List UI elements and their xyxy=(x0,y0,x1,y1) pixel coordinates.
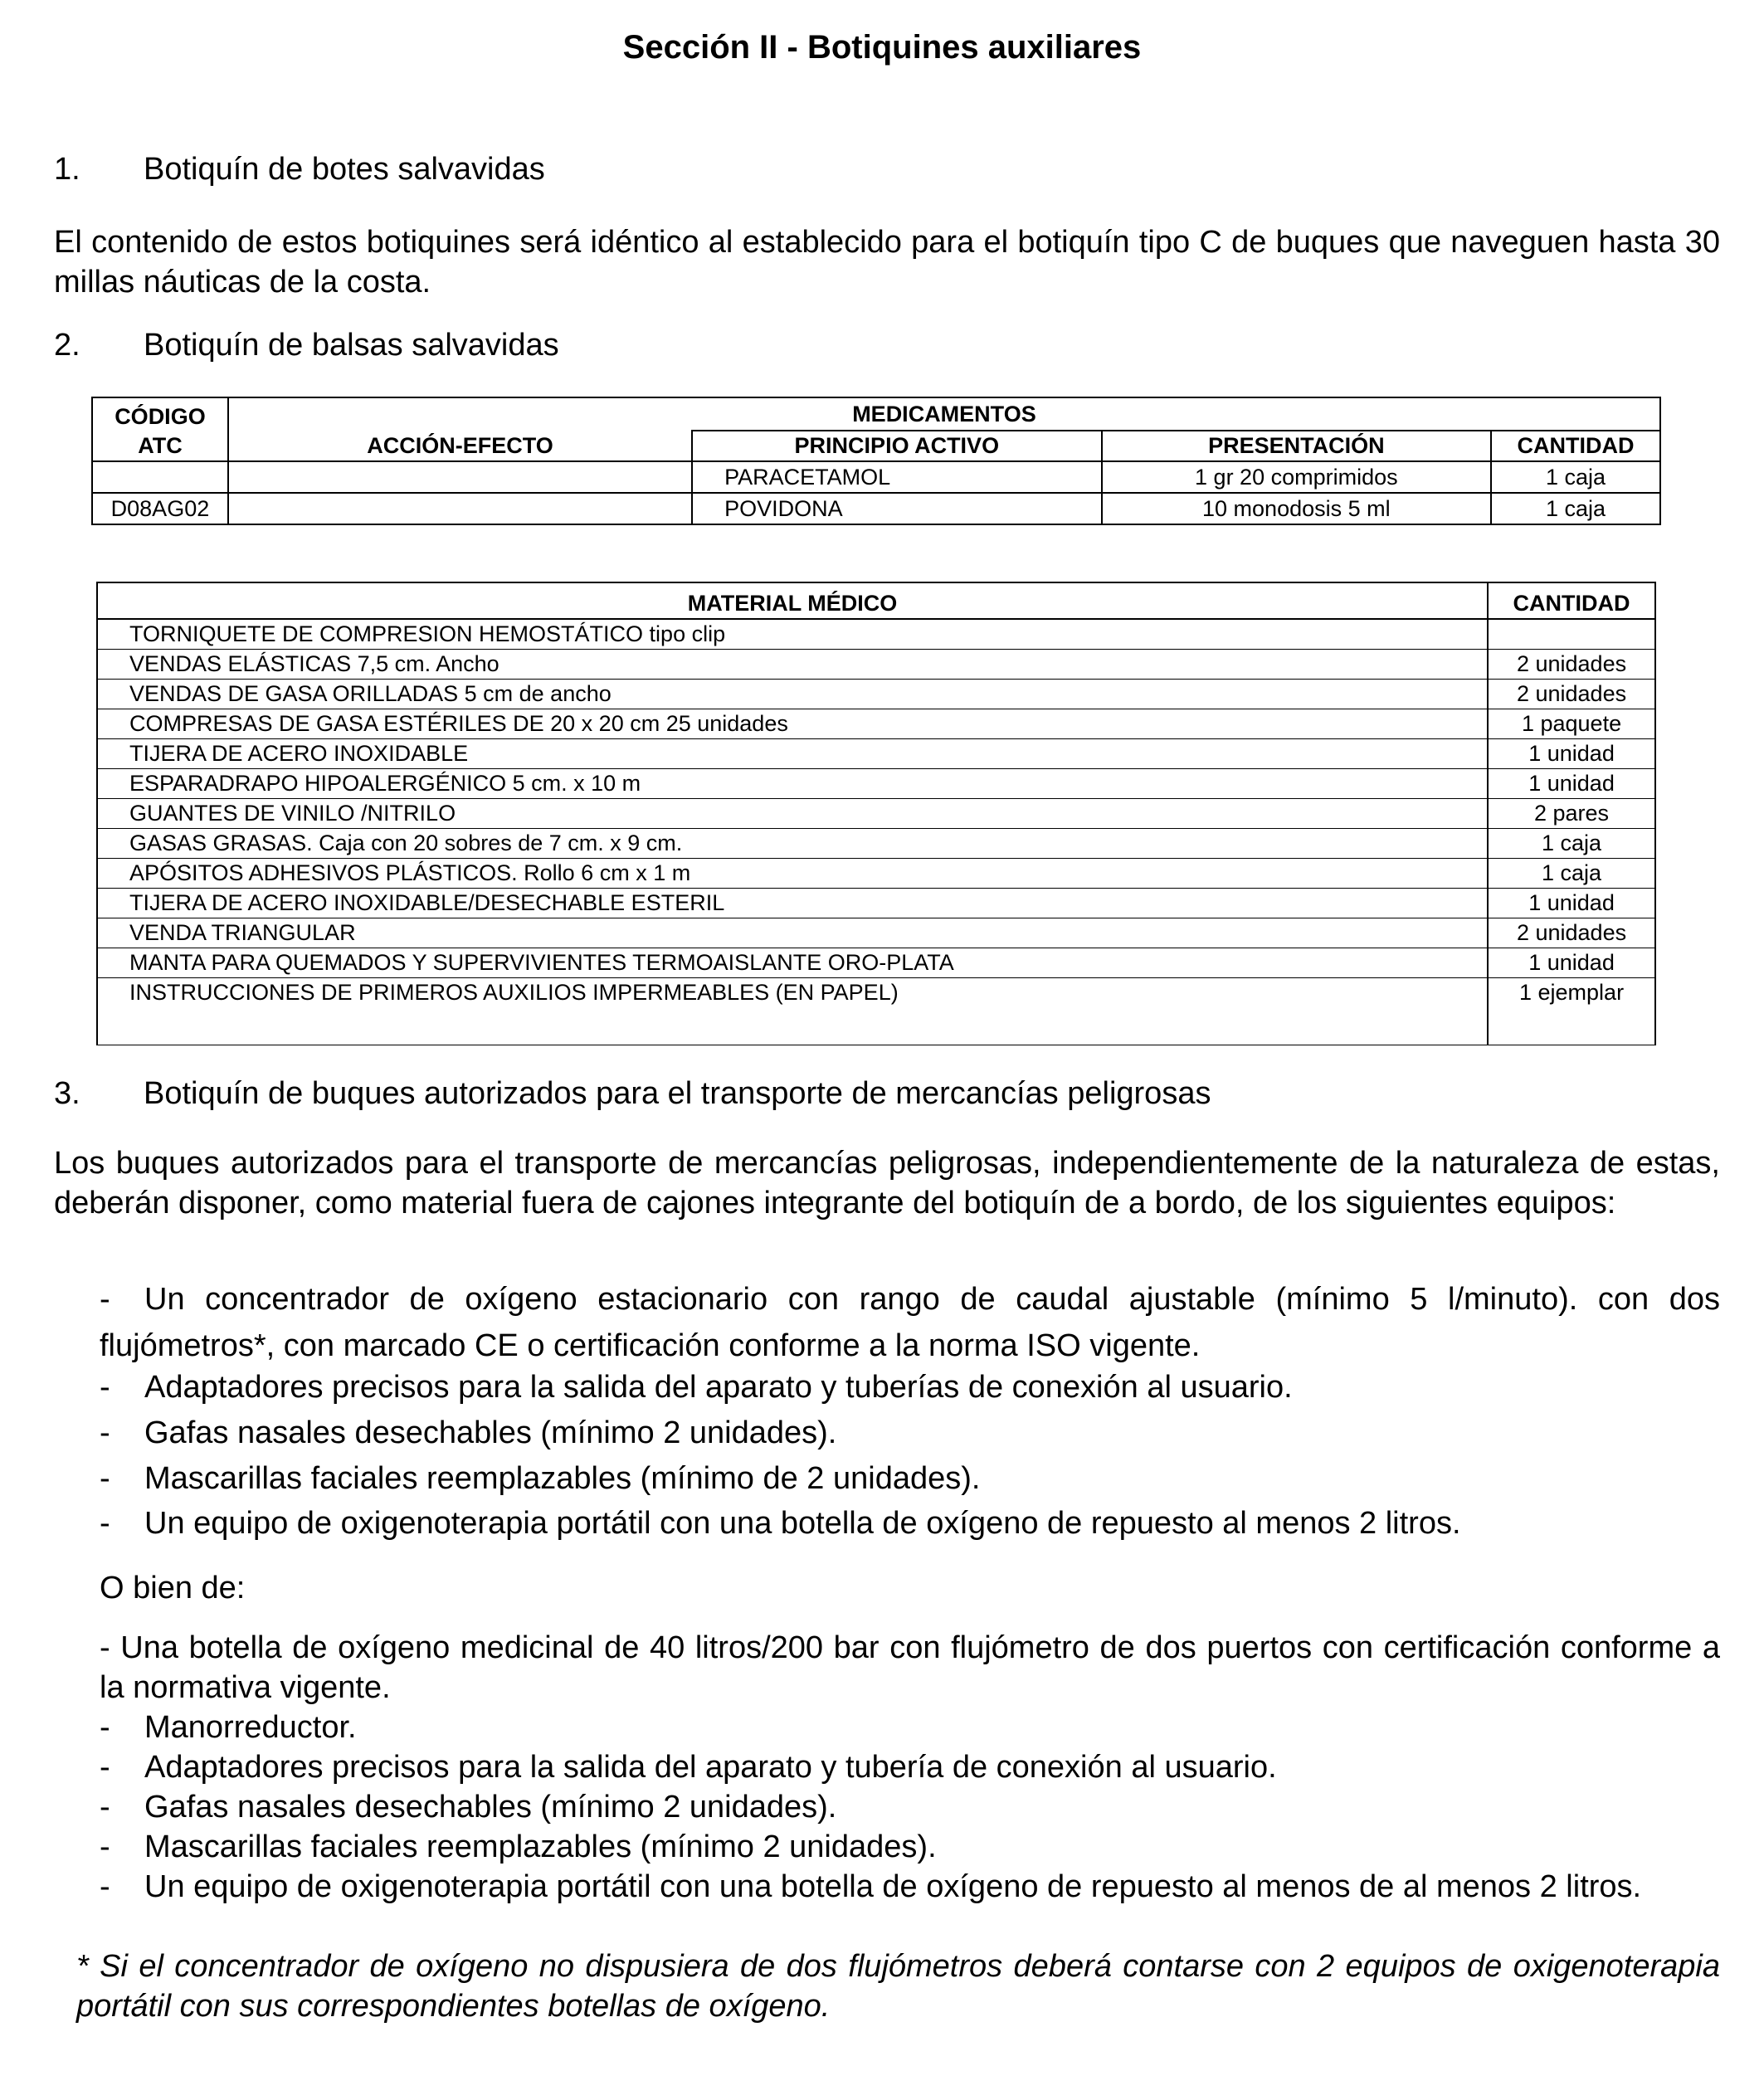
list-dash: - xyxy=(100,1415,110,1450)
principio-cell: POVIDONA xyxy=(692,493,1102,524)
material-item-cell: TIJERA DE ACERO INOXIDABLE/DESECHABLE ESTERIL xyxy=(97,889,1488,918)
table-row xyxy=(97,859,1655,889)
list-dash: - xyxy=(100,1790,110,1825)
table-row xyxy=(92,493,1660,524)
list-item-text: Mascarillas faciales reemplazables (mínimo 2 unidades). xyxy=(144,1829,937,1864)
section-label: Botiquín de buques autorizados para el transporte de mercancías peligrosas xyxy=(144,1076,1211,1111)
list-item xyxy=(100,1503,1720,1543)
section-label: Botiquín de balsas salvavidas xyxy=(144,328,559,363)
material-cantidad-cell: 1 unidad xyxy=(1488,889,1655,918)
list-dash: - xyxy=(100,1750,110,1785)
material-cantidad-cell xyxy=(1488,619,1655,650)
accion-header: ACCIÓN-EFECTO xyxy=(228,431,692,461)
material-item-cell: INSTRUCCIONES DE PRIMEROS AUXILIOS IMPERMEABLES (EN PAPEL) xyxy=(97,978,1488,1045)
presentacion-cell: 1 gr 20 comprimidos xyxy=(1102,461,1492,493)
material-cantidad-cell: 2 pares xyxy=(1488,799,1655,829)
list-item xyxy=(100,1747,1720,1787)
material-cantidad-cell: 2 unidades xyxy=(1488,650,1655,680)
material-cantidad-header: CANTIDAD xyxy=(1488,582,1655,619)
material-cantidad-cell: 1 ejemplar xyxy=(1488,978,1655,1045)
table-row xyxy=(97,739,1655,769)
material-cantidad-cell: 1 caja xyxy=(1488,829,1655,859)
material-item-cell: COMPRESAS DE GASA ESTÉRILES DE 20 x 20 cm 25 unidades xyxy=(97,709,1488,739)
section-heading-2 xyxy=(54,325,559,365)
material-cantidad-cell: 1 unidad xyxy=(1488,739,1655,769)
table-row xyxy=(97,889,1655,918)
list-item-text: Gafas nasales desechables (mínimo 2 unidades). xyxy=(144,1790,837,1825)
medicamentos-table xyxy=(91,397,1661,525)
page-title: Sección II - Botiquines auxiliares xyxy=(622,29,1142,66)
material-item-cell: MANTA PARA QUEMADOS Y SUPERVIVIENTES TERMOAISLANTE ORO-PLATA xyxy=(97,948,1488,978)
list-item-first: - Una botella de oxígeno medicinal de 40 litros/200 bar con flujómetro de dos puertos con certificación conforme a la normativa vigente. xyxy=(100,1630,1720,1705)
table-row xyxy=(97,650,1655,680)
medicamentos-caption: MEDICAMENTOS xyxy=(228,397,1660,431)
list-dash: - xyxy=(100,1282,110,1317)
table-row xyxy=(97,918,1655,948)
material-header: MATERIAL MÉDICO xyxy=(97,582,1488,619)
table-row xyxy=(97,619,1655,650)
list-item-text: Un concentrador de oxígeno estacionario con rango de caudal ajustable (mínimo 5 l/minuto). con dos flujómetros*, con marcado CE o certificación conforme a la norma ISO vigente. xyxy=(100,1282,1720,1363)
section-number: 1. xyxy=(54,152,80,187)
list-dash: - xyxy=(100,1869,110,1904)
table-row xyxy=(97,948,1655,978)
list-item xyxy=(100,1708,1720,1747)
cantidad-cell: 1 caja xyxy=(1491,493,1660,524)
list-dash: - xyxy=(100,1370,110,1405)
section-heading-3 xyxy=(54,1074,1211,1113)
list-item xyxy=(100,1276,1720,1369)
table-row xyxy=(97,978,1655,1045)
material-item-cell: TORNIQUETE DE COMPRESION HEMOSTÁTICO tipo clip xyxy=(97,619,1488,650)
list-item-text: Un equipo de oxigenoterapia portátil con una botella de oxígeno de repuesto al menos 2 litros. xyxy=(144,1506,1461,1541)
list-item xyxy=(100,1867,1720,1907)
footnote: * Si el concentrador de oxígeno no dispusiera de dos flujómetros deberá contarse con 2 equipos de oxigenoterapia portátil con sus correspondientes botellas de oxígeno. xyxy=(76,1949,1720,2024)
principio-header: PRINCIPIO ACTIVO xyxy=(692,431,1102,461)
list-item-text: Manorreductor. xyxy=(144,1710,357,1745)
codigo-header-line2: ATC xyxy=(138,433,183,458)
list-dash: - xyxy=(100,1710,110,1745)
material-item-cell: GASAS GRASAS. Caja con 20 sobres de 7 cm. x 9 cm. xyxy=(97,829,1488,859)
list-item xyxy=(100,1367,1720,1407)
section-label: Botiquín de botes salvavidas xyxy=(144,152,545,187)
material-item-cell: VENDA TRIANGULAR xyxy=(97,918,1488,948)
section-number: 2. xyxy=(54,328,80,363)
material-item-cell: VENDAS ELÁSTICAS 7,5 cm. Ancho xyxy=(97,650,1488,680)
codigo-header-line1: CÓDIGO xyxy=(115,404,206,429)
section-number: 3. xyxy=(54,1076,80,1111)
accion-cell xyxy=(228,461,692,493)
material-item-cell: TIJERA DE ACERO INOXIDABLE xyxy=(97,739,1488,769)
list-item xyxy=(100,1459,1720,1498)
list-item-text: Adaptadores precisos para la salida del aparato y tuberías de conexión al usuario. xyxy=(144,1370,1293,1405)
list-item xyxy=(100,1827,1720,1867)
material-cantidad-cell: 1 unidad xyxy=(1488,948,1655,978)
presentacion-header: PRESENTACIÓN xyxy=(1102,431,1492,461)
list-item-text: Gafas nasales desechables (mínimo 2 unidades). xyxy=(144,1415,837,1450)
table-row xyxy=(97,709,1655,739)
section-heading-1 xyxy=(54,149,545,189)
material-item-cell: GUANTES DE VINILO /NITRILO xyxy=(97,799,1488,829)
list-item xyxy=(100,1787,1720,1827)
material-item-cell: APÓSITOS ADHESIVOS PLÁSTICOS. Rollo 6 cm x 1 m xyxy=(97,859,1488,889)
list-dash: - xyxy=(100,1829,110,1864)
paragraph-section-3: Los buques autorizados para el transporte de mercancías peligrosas, independientemente de la naturaleza de estas, deberán disponer, como material fuera de cajones integrante del botiquín de a bordo, de los siguientes equipos: xyxy=(54,1146,1720,1220)
cantidad-cell: 1 caja xyxy=(1491,461,1660,493)
table-row xyxy=(97,829,1655,859)
material-medico-table xyxy=(96,582,1656,1045)
material-cantidad-cell: 1 paquete xyxy=(1488,709,1655,739)
table-row xyxy=(97,799,1655,829)
material-cantidad-cell: 2 unidades xyxy=(1488,680,1655,709)
codigo-cell xyxy=(92,461,228,493)
accion-cell xyxy=(228,493,692,524)
o-bien-text: O bien de: xyxy=(100,1571,246,1605)
material-cantidad-cell: 1 caja xyxy=(1488,859,1655,889)
material-cantidad-cell: 1 unidad xyxy=(1488,769,1655,799)
paragraph-section-1: El contenido de estos botiquines será idéntico al establecido para el botiquín tipo C de buques que naveguen hasta 30 millas náuticas de la costa. xyxy=(54,225,1720,300)
list-item-text: Mascarillas faciales reemplazables (mínimo de 2 unidades). xyxy=(144,1461,981,1496)
material-cantidad-cell: 2 unidades xyxy=(1488,918,1655,948)
principio-cell: PARACETAMOL xyxy=(692,461,1102,493)
material-item-cell: VENDAS DE GASA ORILLADAS 5 cm de ancho xyxy=(97,680,1488,709)
list-item xyxy=(100,1413,1720,1453)
cantidad-header: CANTIDAD xyxy=(1491,431,1660,461)
table-row xyxy=(97,680,1655,709)
table-row xyxy=(92,461,1660,493)
list-dash: - xyxy=(100,1506,110,1541)
table-row xyxy=(97,769,1655,799)
presentacion-cell: 10 monodosis 5 ml xyxy=(1102,493,1492,524)
material-item-cell: ESPARADRAPO HIPOALERGÉNICO 5 cm. x 10 m xyxy=(97,769,1488,799)
list-item-text: Adaptadores precisos para la salida del aparato y tubería de conexión al usuario. xyxy=(144,1750,1277,1785)
codigo-cell: D08AG02 xyxy=(92,493,228,524)
list-item-text: Un equipo de oxigenoterapia portátil con una botella de oxígeno de repuesto al menos de al menos 2 litros. xyxy=(144,1869,1642,1904)
list-dash: - xyxy=(100,1461,110,1496)
codigo-header xyxy=(92,397,228,461)
